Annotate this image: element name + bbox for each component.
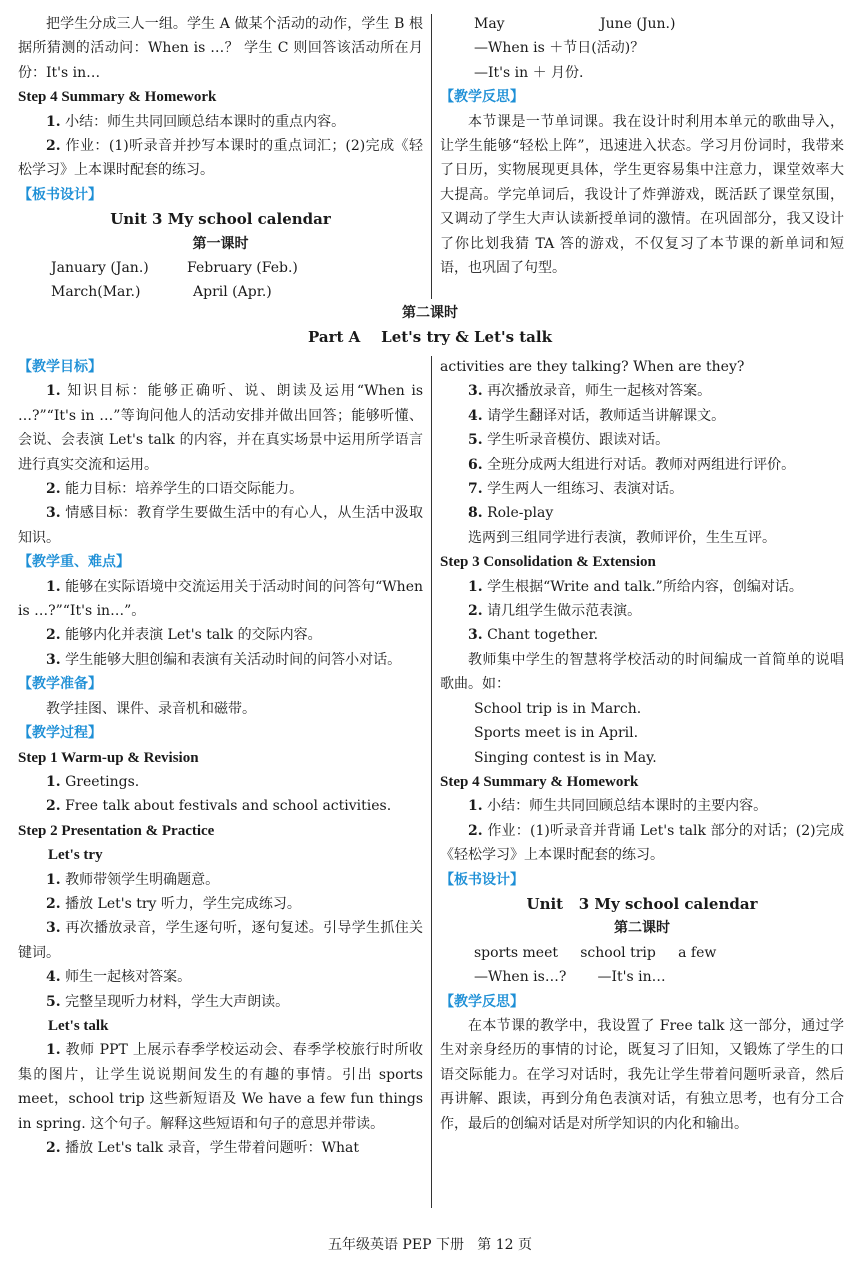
item-text: 能够内化并表演 Let's talk 的交际内容。 [65, 627, 322, 644]
bottom-right-column [440, 355, 844, 1136]
board-title: Unit 3 My school calendar [110, 210, 331, 229]
section-heading: 【教学过程】 [18, 725, 102, 742]
reflection-paragraph: 本节课是一节单词课。我在设计时利用本单元的歌曲导入，让学生能够“轻松上阵”，迅速进入状态。学习月份词时，我带来了日历，实物展现更具体，学生更容易集中注意力，课堂效率大大提高。学完单词后，我设计了炸弹游戏，既活跃了课堂氛围，又调动了学生大声认读新授单词的激情。在巩固部分，我又设计了你比划我猜 TA 答的游戏，不仅复习了本节课的新单词和短语，也巩固了句型。 [440, 113, 844, 277]
bottom-left-column [18, 355, 423, 1160]
column-divider [431, 14, 432, 299]
step-heading: Step 2 Presentation & Practice [18, 822, 215, 839]
item-number: 3. [46, 505, 61, 522]
board-word: May [474, 16, 505, 32]
item-text: 知识目标：能够正确听、说、朗读及运用“When is …?”“It's in …”等询问他人的活动安排并做出回答；能够听懂、会说、会表演 Let's talk 的内容，并在真实场景中运用所学语言进行真实交流和运用。 [18, 383, 424, 473]
item-number: 1. [468, 798, 483, 815]
item-text: 能够在实际语境中交流运用关于活动时间的问答句“When is …?”“It's in…”。 [18, 578, 423, 620]
item-number: 3. [46, 920, 61, 937]
section-heading: 【板书设计】 [18, 186, 102, 203]
section-heading: 【教学重、难点】 [18, 554, 130, 571]
item-number: 2. [46, 798, 61, 815]
paragraph: 教学挂图、课件、录音机和磁带。 [46, 700, 256, 717]
top-right-column [440, 12, 844, 280]
board-title: Unit 3 My school calendar [526, 894, 758, 913]
item-text: 学生根据“Write and talk.”所给内容，创编对话。 [487, 578, 803, 595]
lesson-title: 第二课时 [402, 305, 458, 321]
item-text: Greetings. [65, 773, 140, 790]
item-number: 1. [46, 578, 61, 595]
paragraph: 选两到三组同学进行表演，教师评价，生生互评。 [468, 529, 776, 546]
item-text: 能力目标：培养学生的口语交际能力。 [65, 481, 304, 498]
board-word: February (Feb.) [187, 260, 298, 277]
item-text: Role-play [487, 505, 554, 522]
section-heading: 【板书设计】 [440, 871, 524, 888]
item-text: 完整呈现听力材料，学生大声朗读。 [65, 993, 290, 1010]
item-number: 2. [46, 895, 61, 912]
item-number: 2. [468, 822, 483, 839]
item-text: 小结：师生共同回顾总结本课时的主要内容。 [487, 798, 768, 815]
paragraph: 教师集中学生的智慧将学校活动的时间编成一首简单的说唱歌曲。如： [440, 651, 844, 693]
board-sentence: —When is…? —It's in… [474, 969, 666, 986]
part-title: Part A Let's try & Let's talk [307, 328, 552, 346]
board-sentence: —When is ＋节日(活动)？ [474, 40, 645, 57]
chant-line: Singing contest is in May. [474, 749, 657, 766]
item-number: 2. [46, 627, 61, 644]
item-number: 7. [468, 481, 483, 498]
item-text: 再次播放录音，师生一起核对答案。 [487, 383, 712, 400]
item-number: 1. [46, 871, 61, 888]
item-text: 播放 Let's talk 录音，学生带着问题听：What [65, 1140, 359, 1156]
item-number: 1. [46, 1042, 61, 1059]
item-number: 3. [468, 627, 483, 644]
item-number: 4. [46, 969, 61, 986]
item-number: 5. [46, 993, 61, 1010]
board-word: March(Mar.) [51, 284, 141, 301]
board-word: June (Jun.) [600, 16, 676, 32]
step-heading: Step 1 Warm-up & Revision [18, 749, 199, 766]
board-word: April (Apr.) [193, 284, 272, 301]
board-subtitle: 第一课时 [192, 235, 249, 252]
item-text: 作业：(1)听录音并抄写本课时的重点词汇；(2)完成《轻松学习》上本课时配套的练习。 [18, 138, 423, 179]
item-number: 1. [468, 578, 483, 595]
item-number: 8. [468, 505, 483, 522]
subsection-heading: Let's talk [48, 1017, 109, 1034]
paragraph: 把学生分成三人一组。学生 A 做某个活动的动作，学生 B 根据所猜测的活动问：When is …？ 学生 C 则回答该活动所在月份：It's in… [18, 16, 423, 81]
board-word: January (Jan.) [51, 260, 149, 277]
item-text: 播放 Let's try 听力，学生完成练习。 [65, 895, 301, 912]
section-heading: 【教学反思】 [440, 89, 524, 106]
step-heading: Step 4 Summary & Homework [440, 773, 639, 790]
item-text: 学生两人一组练习、表演对话。 [487, 481, 684, 498]
section-heading: 【教学反思】 [440, 993, 524, 1010]
item-text: 请几组学生做示范表演。 [487, 603, 642, 620]
lesson-heading [0, 301, 860, 349]
step-heading: Step 4 Summary & Homework [18, 89, 217, 106]
item-text: 再次播放录音，学生逐句听，逐句复述。引导学生抓住关键词。 [18, 920, 424, 961]
item-number: 2. [46, 138, 61, 155]
item-text: 教师带领学生明确题意。 [65, 871, 220, 888]
item-number: 6. [468, 456, 483, 473]
item-text: 请学生翻译对话，教师适当讲解课文。 [487, 407, 726, 424]
item-number: 3. [46, 651, 61, 668]
chant-line: School trip is in March. [474, 700, 642, 717]
item-text: 小结：师生共同回顾总结本课时的重点内容。 [65, 113, 346, 130]
item-text: 全班分成两大组进行对话。教师对两组进行评价。 [487, 456, 796, 473]
item-number: 4. [468, 407, 483, 424]
chant-line: Sports meet is in April. [474, 725, 639, 742]
board-sentence: —It's in ＋ 月份. [474, 64, 584, 81]
board-subtitle: 第二课时 [614, 920, 670, 937]
item-text: 学生听录音模仿、跟读对话。 [487, 432, 670, 449]
item-number: 2. [46, 1140, 61, 1156]
column-divider [431, 356, 432, 1208]
paragraph: activities are they talking? When are they? [440, 359, 745, 375]
section-heading: 【教学准备】 [18, 676, 102, 693]
item-text: Free talk about festivals and school activities. [65, 798, 392, 815]
item-text: 情感目标：教育学生要做生活中的有心人，从生活中汲取知识。 [18, 505, 424, 546]
item-number: 5. [468, 432, 483, 449]
item-text: 作业：(1)听录音并背诵 Let's talk 部分的对话；(2)完成《轻松学习》上本课时配套的练习。 [440, 822, 845, 864]
item-number: 2. [468, 603, 483, 620]
step-heading: Step 3 Consolidation & Extension [440, 554, 656, 571]
item-text: 教师 PPT 上展示春季学校运动会、春季学校旅行时所收集的图片，让学生说说期间发生的有趣的事情。引出 sports meet，school trip 这些新短语及 We have a few fun things in spring. 这个句子。解释这些短语和句子的意思并带读。 [18, 1042, 424, 1132]
item-number: 1. [46, 383, 61, 400]
top-left-column [18, 12, 423, 305]
reflection-paragraph: 在本节课的教学中，我设置了 Free talk 这一部分，通过学生对亲身经历的事情的讨论，既复习了旧知，又锻炼了学生的口语交际能力。在学习对话时，我先让学生带着问题听录音，然后再讲解、跟读，再到分角色表演对话，有独立思考，也有分工合作，最后的创编对话是对所学知识的内化和输出。 [440, 1017, 844, 1132]
item-number: 1. [46, 773, 61, 790]
section-heading: 【教学目标】 [18, 359, 102, 375]
item-number: 1. [46, 113, 61, 130]
board-words: sports meet school trip a few [474, 944, 717, 961]
item-number: 2. [46, 481, 61, 498]
item-text: 师生一起核对答案。 [65, 969, 192, 986]
page-footer: 五年级英语 PEP 下册 第 12 页 [327, 1237, 533, 1253]
item-text: 学生能够大胆创编和表演有关活动时间的问答小对话。 [65, 651, 402, 668]
item-number: 3. [468, 383, 483, 400]
item-text: Chant together. [487, 627, 599, 644]
subsection-heading: Let's try [48, 847, 103, 864]
